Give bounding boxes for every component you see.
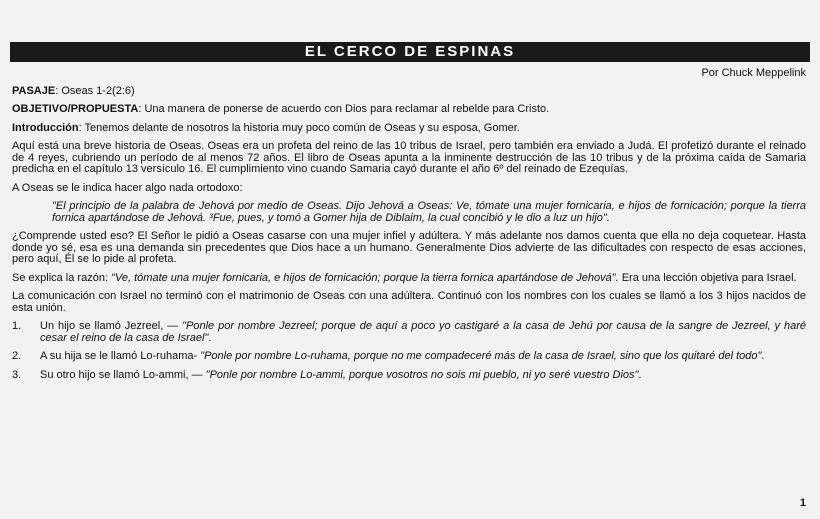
introduccion-text: : Tenemos delante de nosotros la historia muy poco común de Oseas y su esposa, Gomer. [78, 121, 520, 134]
razon-quote: "Ve, tómate una mujer fornicaria, e hijos de fornicación; porque la tierra fornica apartándose de Jehová". [111, 271, 619, 284]
list-lead: Su otro hijo se llamó Lo-ammi, — [40, 368, 206, 381]
list-lead: Un hijo se llamó Jezreel, — [40, 320, 183, 332]
list-number: 2. [12, 350, 22, 362]
list-tail: . [638, 368, 642, 381]
list-quote: "Ponle por nombre Lo-ruhama, porque no me compadeceré más de la casa de Israel, sino que los quitaré del todo" [200, 350, 762, 362]
document-body [12, 68, 806, 388]
list-lead: A su hija se le llamó Lo-ruhama- [40, 350, 201, 362]
list-tail: . [208, 331, 212, 344]
introduccion-paragraph [12, 123, 806, 135]
list-item [12, 351, 806, 363]
list-number: 1. [12, 320, 22, 332]
objetivo-text: : Una manera de ponerse de acuerdo con Dios para reclamar al rebelde para Cristo. [138, 103, 550, 115]
pasaje-text: : Oseas 1-2(2:6) [55, 84, 135, 97]
paragraph-comprende: ¿Comprende usted eso? El Señor le pidió a Oseas casarse con una mujer infiel y adúltera. Y más adelante nos damos cuenta que ella no deja coquetear. Hasta donde yo sé, esa es una demanda sin precedentes que Dios hace a un humano. Generalmente Dios advierte de las dificultades con respecto de esas acciones, pero aquí, Él se lo pide al profeta. [12, 230, 806, 265]
children-list [12, 321, 806, 381]
list-item [12, 321, 806, 344]
list-quote: "Ponle por nombre Lo-ammi, porque vosotros no sois mi pueblo, ni yo seré vuestro Dios" [205, 368, 639, 381]
razon-lead: Se explica la razón: [12, 271, 112, 284]
introduccion-label: Introducción [12, 121, 79, 134]
razon-tail: Era una lección objetiva para Israel. [618, 271, 797, 284]
objetivo-label: OBJETIVO/PROPUESTA [12, 103, 139, 115]
paragraph-razon [12, 273, 806, 285]
author-line: Por Chuck Meppelink [701, 67, 806, 79]
scripture-quote: "El principio de la palabra de Jehová por medio de Oseas. Dijo Jehová a Oseas: Ve, tómate una mujer fornicaria, e hijos de fornicación; porque la tierra fornica apartándose de Jehová. ³Fue, pues, y tomó a Gomer hija de Diblaim, la cual concibió y le dio a luz un hijo". [52, 200, 806, 224]
objetivo-paragraph [12, 104, 806, 116]
page-number: 1 [799, 497, 806, 509]
list-number: 3. [12, 368, 22, 381]
pasaje-label: PASAJE [12, 84, 56, 97]
paragraph-history: Aquí está una breve historia de Oseas. Oseas era un profeta del reino de las 10 tribus de Israel, pero también era enviado a Judá. El profetizó durante el reinado de 4 reyes, cubriendo un período de al menos 72 años. El libro de Oseas apunta a la inminente destrucción de las 10 tribus y de la próxima caída de Samaria predicha en el capítulo 13 versículo 16. El cumplimiento vino cuando Samaria cayó durante el año 6º del reinado de Ezequías. [12, 140, 806, 175]
list-quote: "Ponle por nombre Jezreel; porque de aquí a poco yo castigaré a la casa de Jehú por causa de la sangre de Jezreel, y haré cesar el reino de la casa de Israel" [40, 320, 806, 344]
list-tail: . [761, 350, 765, 362]
paragraph-unorthodox: A Oseas se le indica hacer algo nada ortodoxo: [12, 181, 243, 194]
pasaje-line [12, 86, 806, 98]
list-item [12, 370, 806, 382]
document-title: EL CERCO DE ESPINAS [10, 42, 810, 62]
paragraph-comunicacion: La comunicación con Israel no terminó con el matrimonio de Oseas con una adúltera. Continuó con los nombres con los cuales se llamó a los 3 hijos nacidos de esta unión. [12, 290, 806, 314]
